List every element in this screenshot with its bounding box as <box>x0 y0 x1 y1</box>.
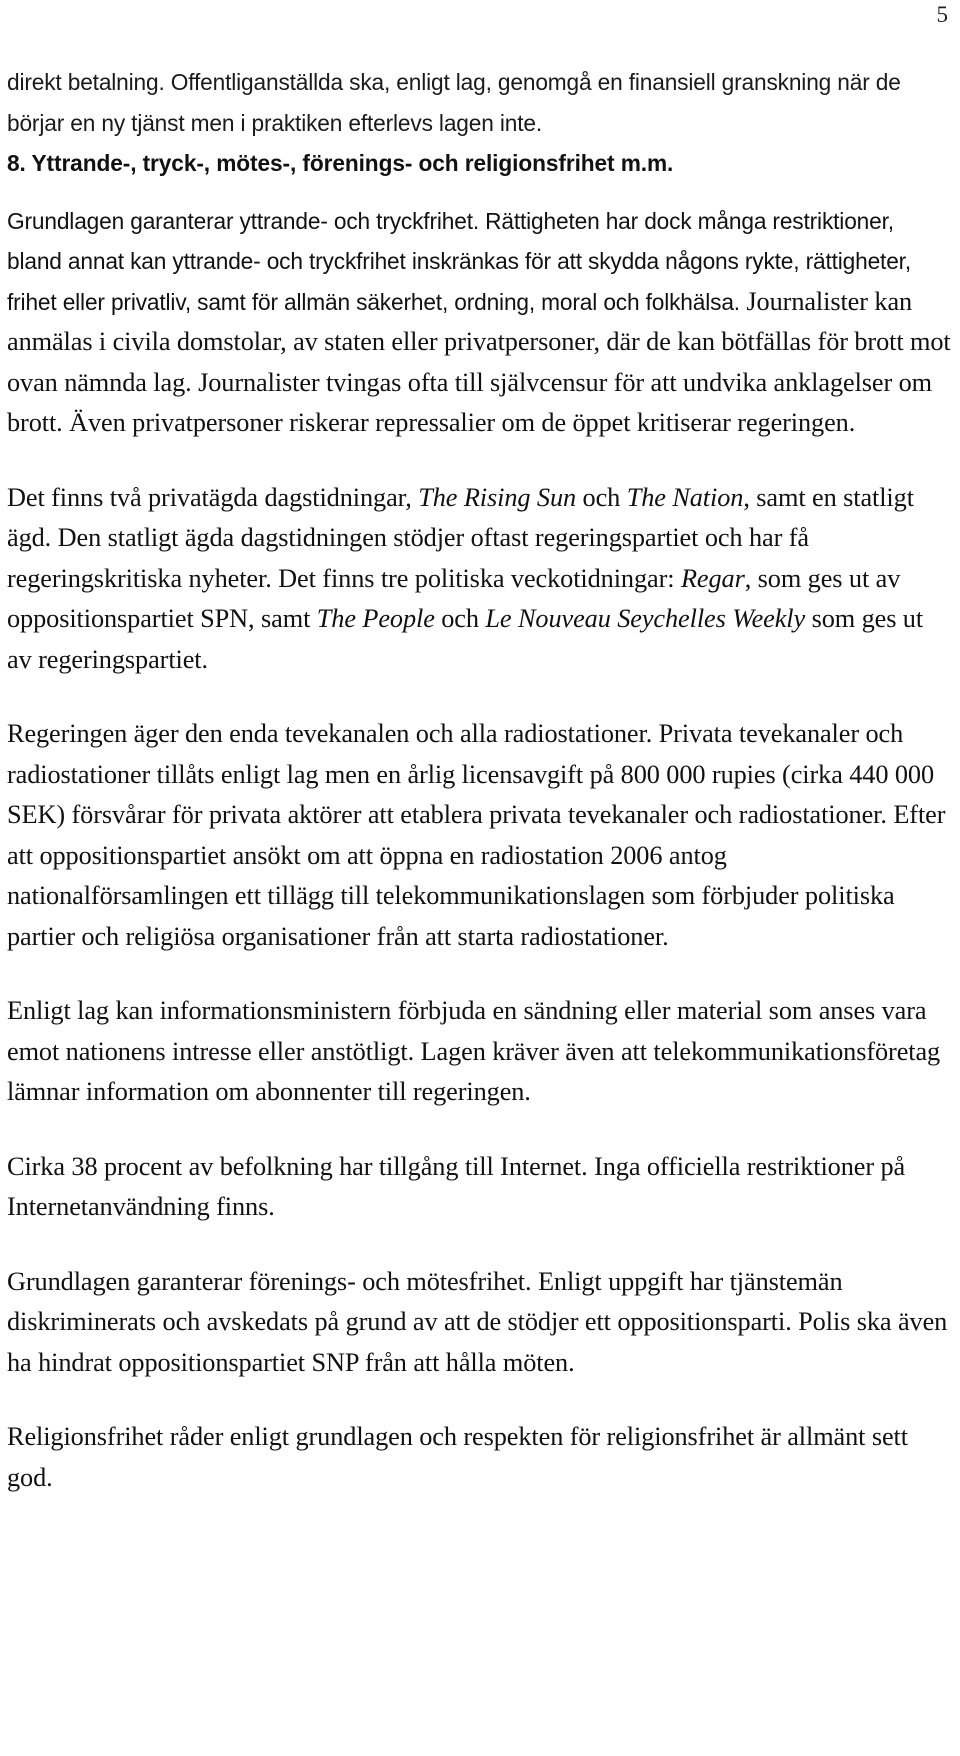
newspapers-text: som ges ut av regeringspartiet. <box>7 604 924 674</box>
newspaper-title: The People <box>316 604 435 633</box>
paragraph-newspapers <box>7 478 953 681</box>
newspapers-text: Det finns två privatägda dagstidningar, <box>7 482 419 512</box>
intro-paragraph: direkt betalning. Offentliganställda ska, enligt lag, genomgå en finansiell granskning när de börjar en ny tjänst men i praktiken efterlevs lagen inte. <box>7 69 901 136</box>
newspapers-text: , som ges ut av oppositionspartiet SPN, samt <box>7 563 901 633</box>
paragraph-information-minister: Enligt lag kan informationsministern förbjuda en sändning eller material som anses vara emot nationens intresse eller anstötligt. Lagen kräver även att telekommunikationsföretag lämnar information om abonnenter till regeringen. <box>7 996 941 1106</box>
paragraph-freedom-of-expression <box>7 201 953 444</box>
paragraph-religion: Religionsfrihet råder enligt grundlagen och respekten för religionsfrihet är allmänt sett god. <box>7 1422 908 1492</box>
newspaper-title: The Nation <box>626 482 744 512</box>
newspapers-text: och <box>434 604 486 633</box>
newspapers-text: , samt en statligt ägd. Den statligt ägda dagstidningen stödjer oftast regeringspartiet och har få regeringskritiska nyheter. Det finns tre politiska veckotidningar: <box>7 482 914 593</box>
newspaper-title: Le Nouveau Seychelles Weekly <box>485 604 806 633</box>
paragraph-association: Grundlagen garanterar förenings- och mötesfrihet. Enligt uppgift har tjänstemän diskriminerats och avskedats på grund av att de stödjer ett oppositionsparti. Polis ska även ha hindrat oppositionspartiet SNP från att hålla möten. <box>7 1266 948 1377</box>
newspapers-text: och <box>576 482 627 512</box>
paragraph-internet: Cirka 38 procent av befolkning har tillgång till Internet. Inga officiella restriktioner på Internetanvändning finns. <box>7 1151 906 1221</box>
paragraph-journalists-text: Journalister kan anmälas i civila domstolar, av staten eller privatpersoner, där de kan bötfällas för brott mot ovan nämnda lag. Journalister tvingas ofta till självcensur för att undvika anklagelser om brott. Även privatpersoner riskerar repressalier om de öppet kritiserar regeringen. <box>7 286 951 437</box>
newspaper-title: Regar <box>680 563 745 593</box>
page-number: 5 <box>936 2 948 27</box>
paragraph-broadcasting: Regeringen äger den enda tevekanalen och alla radiostationer. Privata tevekanaler och radiostationer tillåts enligt lag men en årlig licensavgift på 800 000 rupies (cirka 440 000 SEK) försvårar för privata aktörer att etablera privata tevekanaler och radiostationer. Efter att oppositionspartiet ansökt om att öppna en radiostation 2006 antog nationalförsamlingen ett tillägg till telekommunikationslagen som förbjuder politiska partier och religiösa organisationer från att starta radiostationer. <box>7 719 946 951</box>
section-heading: 8. Yttrande-, tryck-, mötes-, förenings- och religionsfrihet m.m. <box>7 150 674 176</box>
document-body <box>7 62 953 1498</box>
newspaper-title: The Rising Sun <box>418 482 577 512</box>
paragraph-restrictions-text: Grundlagen garanterar yttrande- och tryckfrihet. Rättigheten har dock många restriktioner, bland annat kan yttrande- och tryckfrihet inskränkas för att skydda någons rykte, rättigheter, frihet eller privatliv, samt för allmän säkerhet, ordning, moral och folkhälsa. <box>7 207 911 315</box>
